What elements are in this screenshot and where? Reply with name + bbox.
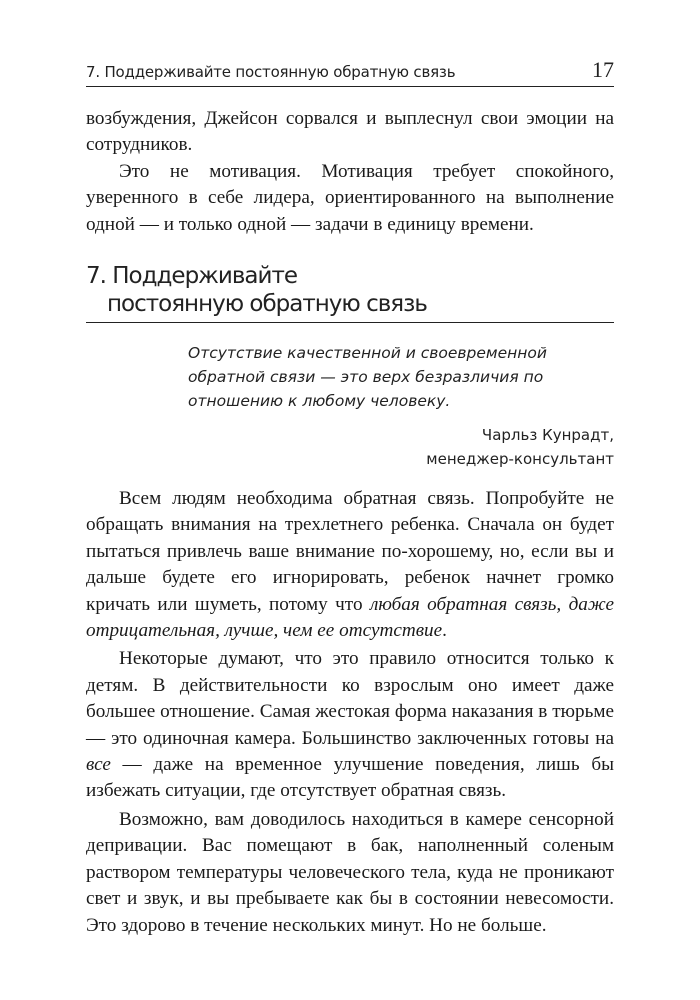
section-heading	[86, 262, 614, 323]
section-title-line: 7. Поддерживайте	[86, 263, 297, 289]
epigraph-author-role: менеджер-консультант	[426, 450, 614, 468]
epigraph-author: Чарльз Кунрадт,	[481, 426, 614, 444]
page-number: 17	[592, 57, 614, 82]
section-title-line: постоянную обратную связь	[107, 291, 427, 317]
heading-rule	[86, 322, 614, 323]
epigraph	[188, 341, 614, 471]
running-title: 7. Поддерживайте постоянную обратную связь	[86, 63, 456, 81]
intro-text	[86, 106, 614, 238]
paragraph	[86, 486, 614, 644]
text-run: Всем людям необходима обратная связь. Попробуйте не обращать внимания на трехлетнего ребенка. Сначала он будет пытаться привлечь ваше внимание по-хорошему, но, если вы и дальше будете его игнорировать, ребенок начнет громко кричать или шуметь, потому что	[86, 488, 614, 615]
emphasis: все	[86, 754, 111, 776]
text-run: — даже на временное улучшение поведения, лишь бы избежать ситуации, где отсутствует обратная связь.	[86, 754, 614, 802]
paragraph: Возможно, вам доводилось находиться в камере сенсорной депривации. Вас помещают в бак, наполненный соленым раствором температуры человеческого тела, куда не проникают свет и звук, и вы пребываете как бы в состоянии невесомости. Это здорово в течение нескольких минут. Но не больше.	[86, 808, 614, 936]
paragraph	[86, 646, 614, 804]
paragraph: возбуждения, Джейсон сорвался и выплеснул свои эмоции на сотрудников.	[86, 108, 614, 156]
paragraph: Это не мотивация. Мотивация требует спокойного, уверенного в себе лидера, ориентированного на выполнение одной — и только одной — задачи в единицу времени.	[86, 160, 614, 235]
main-text	[86, 486, 614, 939]
running-header	[86, 58, 614, 87]
emphasis: любая обратная связь, даже отрицательная, лучше, чем ее отсутствие	[86, 593, 614, 642]
text-run: .	[442, 620, 447, 642]
epigraph-quote: Отсутствие качественной и своевременной обратной связи — это верх безразличия по отношению к любому человеку.	[188, 344, 547, 410]
text-run: Некоторые думают, что это правило относится только к детям. В действительности ко взрослым оно имеет даже большее отношение. Самая жестокая форма наказания в тюрьме — это одиночная камера. Большинство заключенных готовы на	[86, 648, 614, 749]
